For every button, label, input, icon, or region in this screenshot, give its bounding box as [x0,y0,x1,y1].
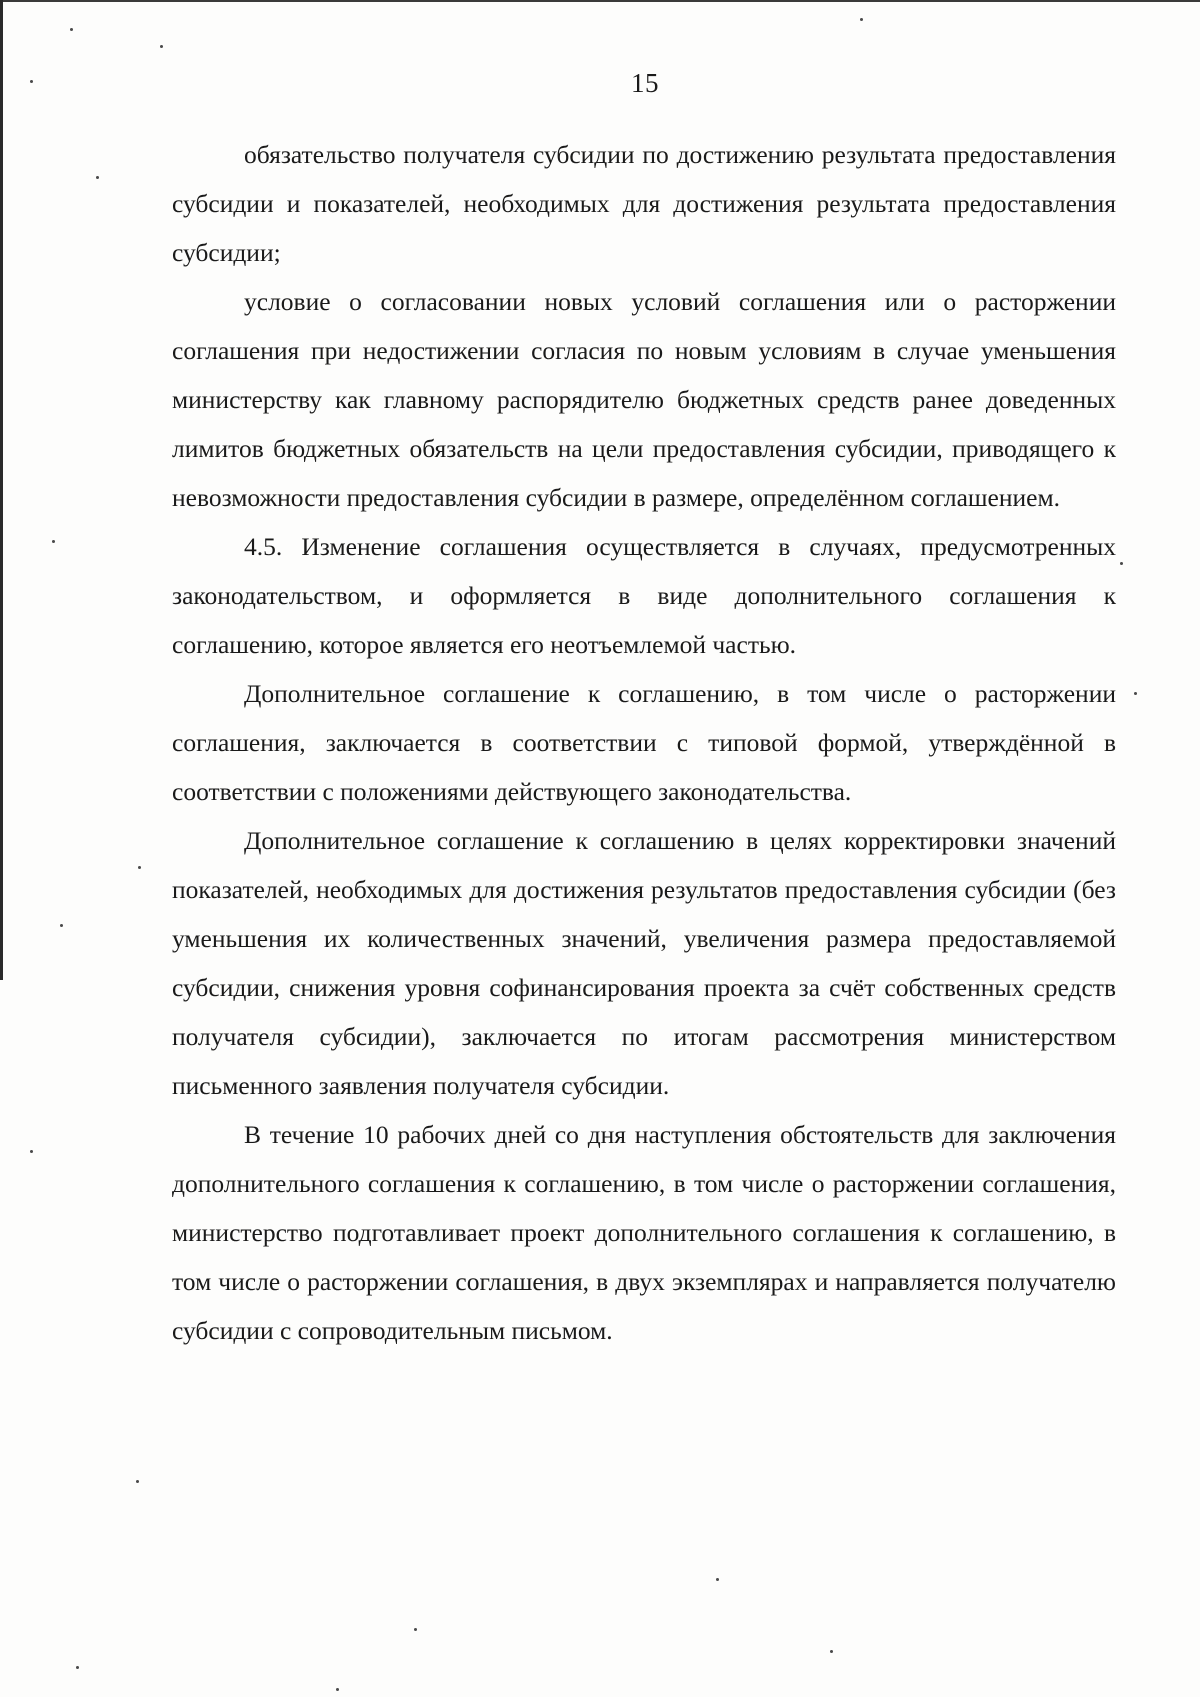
scan-speck [60,924,63,927]
scan-speck [336,1688,339,1691]
scan-left-edge [0,0,3,980]
scan-speck [136,1480,139,1483]
paragraph-obligation: обязательство получателя субсидии по достижению результата предоставления субсидии и показателей, необходимых для достижения результата предоставления субсидии; [172,140,1116,267]
scan-speck [138,866,141,869]
paragraph-additional-agreement: Дополнительное соглашение к соглашению, в том числе о расторжении соглашения, заключается в соответствии с типовой формой, утверждённой в соответствии с положениями действующего законодательства. [172,679,1116,806]
scan-speck [160,45,163,48]
scan-speck [96,176,99,179]
page-number: 15 [631,68,659,98]
scan-speck [830,1650,833,1653]
scan-speck [860,18,863,21]
scan-speck [76,1666,79,1669]
scan-speck [30,80,33,83]
scan-speck [70,28,73,31]
scan-top-edge [0,0,1200,2]
scan-speck [414,1628,417,1631]
paragraph-indicator-adjustment: Дополнительное соглашение к соглашению в целях корректировки значений показателей, необходимых для достижения результатов предоставления субсидии (без уменьшения их количественных значений, увеличения размера предоставляемой субсидии, снижения уровня софинансирования проекта за счёт собственных средств получателя субсидии), заключается по итогам рассмотрения министерством письменного заявления получателя субсидии. [172,826,1116,1100]
scan-speck [52,540,55,543]
document-body [172,130,1116,1355]
scan-speck [1120,562,1123,565]
paragraph-4-5: 4.5. Изменение соглашения осуществляется в случаях, предусмотренных законодательством, и оформляется в виде дополнительного соглашения к соглашению, которое является его неотъемлемой частью. [172,532,1116,659]
scan-speck [716,1578,719,1581]
scan-speck [1134,692,1137,695]
paragraph-ten-days: В течение 10 рабочих дней со дня наступления обстоятельств для заключения дополнительного соглашения к соглашению, в том числе о расторжении соглашения, министерство подготавливает проект дополнительного соглашения к соглашению, в том числе о расторжении соглашения, в двух экземплярах и направляется получателю субсидии с сопроводительным письмом. [172,1120,1116,1345]
scan-speck [30,1150,33,1153]
paragraph-condition: условие о согласовании новых условий соглашения или о расторжении соглашения при недостижении согласия по новым условиям в случае уменьшения министерству как главному распорядителю бюджетных средств ранее доведенных лимитов бюджетных обязательств на цели предоставления субсидии, приводящего к невозможности предоставления субсидии в размере, определённом соглашением. [172,287,1116,512]
